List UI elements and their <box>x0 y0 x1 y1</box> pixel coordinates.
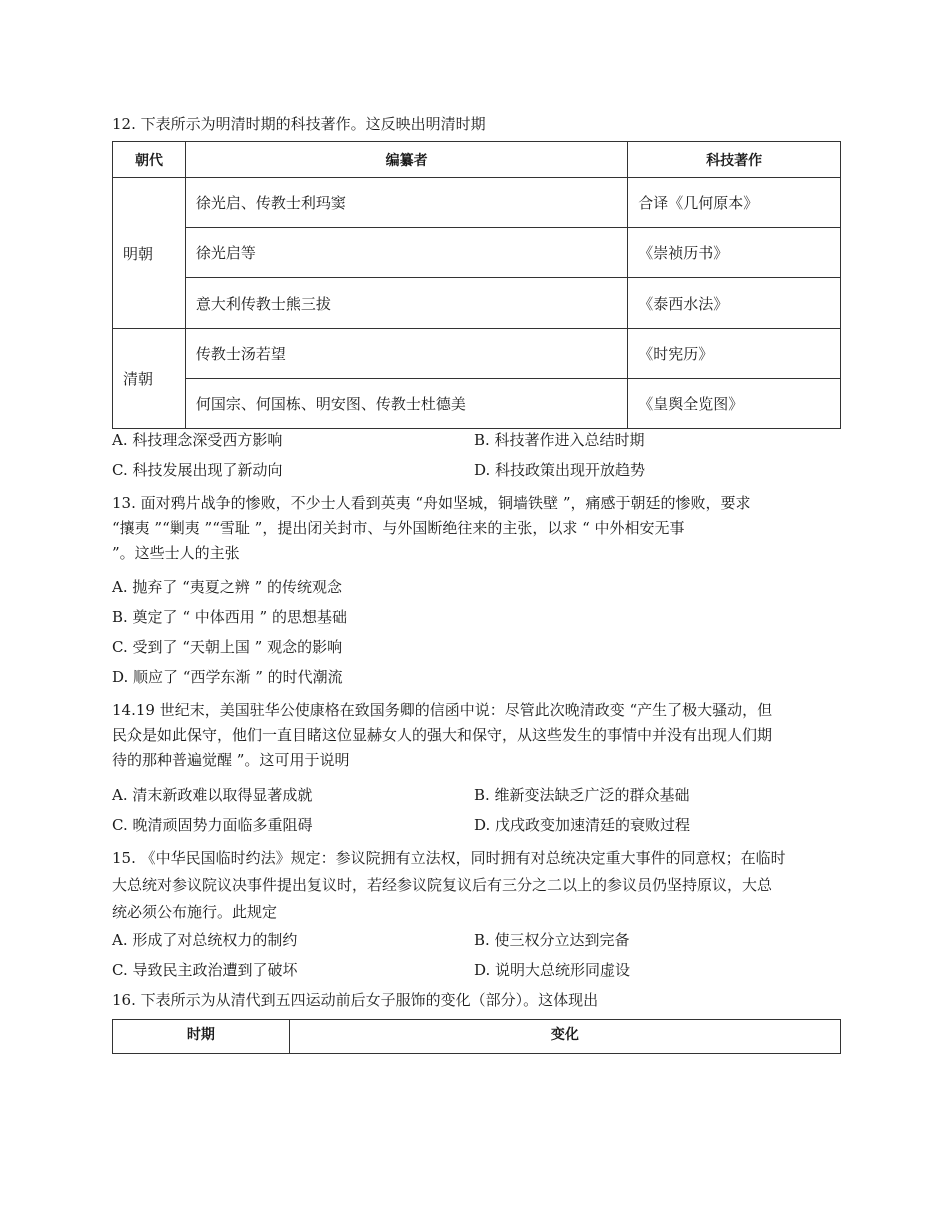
header-change: 变化 <box>289 1020 840 1054</box>
q13-stem-line-3: ”。这些士人的主张 <box>112 544 240 562</box>
q12-option-b: B. 科技著作进入总结时期 <box>474 431 645 449</box>
author-cell: 徐光启等 <box>185 228 627 278</box>
header-dynasty: 朝代 <box>113 142 186 178</box>
q12-table <box>112 141 841 429</box>
q14-option-d: D. 戊戌政变加速清廷的衰败过程 <box>474 816 691 834</box>
work-cell: 《泰西水法》 <box>628 278 841 329</box>
q12-option-d: D. 科技政策出现开放趋势 <box>474 461 646 479</box>
work-cell: 《崇祯历书》 <box>628 228 841 278</box>
table-row <box>113 228 841 278</box>
q15-option-d: D. 说明大总统形同虚设 <box>474 961 631 979</box>
q13-option-c: C. 受到了 “天朝上国 ” 观念的影响 <box>112 638 343 656</box>
table-row <box>113 329 841 379</box>
author-cell: 何国宗、何国栋、明安图、传教士杜德美 <box>185 379 627 429</box>
q15-stem-line-1: 15. 《中华民国临时约法》规定：参议院拥有立法权，同时拥有对总统决定重大事件的同意权；在临时 <box>112 849 786 867</box>
work-cell: 《时宪历》 <box>628 329 841 379</box>
author-cell: 意大利传教士熊三拔 <box>185 278 627 329</box>
q12-stem: 12. 下表所示为明清时期的科技著作。这反映出明清时期 <box>112 115 486 133</box>
q15-option-a: A. 形成了对总统权力的制约 <box>112 931 298 949</box>
q12-option-c: C. 科技发展出现了新动向 <box>112 461 283 479</box>
q14-stem-line-1: 14.19 世纪末，美国驻华公使康格在致国务卿的信函中说：尽管此次晚清政变 “产生了极大骚动，但 <box>112 701 773 719</box>
header-work: 科技著作 <box>628 142 841 178</box>
author-cell: 传教士汤若望 <box>185 329 627 379</box>
q16-table-header <box>113 1020 841 1054</box>
q13-stem-line-2: “攘夷 ”“剿夷 ”“雪耻 ”，提出闭关封市、与外国断绝往来的主张，以求 “ 中外相安无事 <box>112 519 685 537</box>
q12-table-header <box>113 142 841 178</box>
work-cell: 合译《几何原本》 <box>628 178 841 228</box>
q16-stem: 16. 下表所示为从清代到五四运动前后女子服饰的变化（部分）。这体现出 <box>112 991 599 1009</box>
dynasty-cell-ming: 明朝 <box>113 178 186 329</box>
work-cell: 《皇舆全览图》 <box>628 379 841 429</box>
q14-option-b: B. 维新变法缺乏广泛的群众基础 <box>474 786 690 804</box>
q13-option-d: D. 顺应了 “西学东渐 ” 的时代潮流 <box>112 668 343 686</box>
q14-option-c: C. 晚清顽固势力面临多重阻碍 <box>112 816 313 834</box>
header-period: 时期 <box>113 1020 290 1054</box>
q13-option-a: A. 抛弃了 “夷夏之辨 ” 的传统观念 <box>112 578 343 596</box>
q14-option-a: A. 清末新政难以取得显著成就 <box>112 786 313 804</box>
q15-option-b: B. 使三权分立达到完备 <box>474 931 630 949</box>
header-author: 编纂者 <box>185 142 627 178</box>
q15-option-c: C. 导致民主政治遭到了破坏 <box>112 961 298 979</box>
q16-table <box>112 1019 841 1054</box>
q15-stem-line-3: 统必须公布施行。此规定 <box>112 903 278 921</box>
q12-option-a: A. 科技理念深受西方影响 <box>112 431 283 449</box>
q13-stem-line-1: 13. 面对鸦片战争的惨败，不少士人看到英夷 “舟如坚城，铜墙铁壁 ”，痛感于朝廷的惨败，要求 <box>112 494 751 512</box>
table-row <box>113 278 841 329</box>
q14-stem-line-3: 待的那种普遍觉醒 ”。这可用于说明 <box>112 751 350 769</box>
dynasty-cell-qing: 清朝 <box>113 329 186 429</box>
q13-option-b: B. 奠定了 “ 中体西用 ” 的思想基础 <box>112 608 347 626</box>
author-cell: 徐光启、传教士利玛窦 <box>185 178 627 228</box>
q15-stem-line-2: 大总统对参议院议决事件提出复议时，若经参议院复议后有三分之二以上的参议员仍坚持原议，大总 <box>112 876 773 894</box>
table-row <box>113 379 841 429</box>
table-row <box>113 178 841 228</box>
q14-stem-line-2: 民众是如此保守，他们一直目睹这位显赫女人的强大和保守，从这些发生的事情中并没有出现人们期 <box>112 726 773 744</box>
